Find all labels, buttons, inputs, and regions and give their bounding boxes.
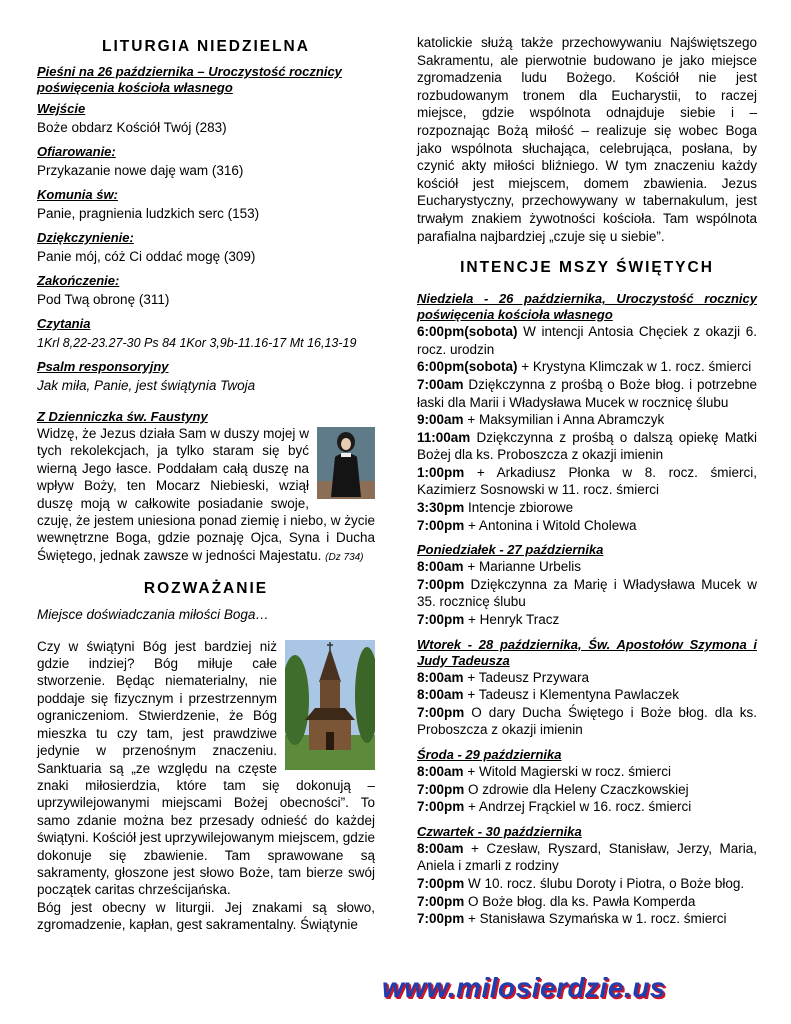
- liturgy-heading: LITURGIA NIEDZIELNA: [102, 38, 310, 55]
- reflection-body: [37, 638, 375, 934]
- right-column: [417, 34, 757, 928]
- mass-intention: [417, 429, 757, 464]
- day-title: Poniedziałek - 27 października: [417, 542, 604, 558]
- mass-time: 8:00am: [417, 687, 464, 703]
- intention-text: + Witold Magierski w rocz. śmierci: [467, 764, 671, 779]
- mass-time: 6:00pm(sobota): [417, 359, 518, 375]
- mass-intention: [417, 875, 757, 893]
- mass-time: 11:00am: [417, 429, 471, 445]
- intention-text: + Tadeusz i Klementyna Pawlaczek: [467, 687, 680, 703]
- item-value: Boże obdarz Kościół Twój (283): [37, 120, 227, 135]
- mass-time: 8:00am: [417, 559, 464, 575]
- diary-title: Z Dzienniczka św. Faustyny: [37, 409, 208, 424]
- mass-time: 1:00pm: [417, 464, 465, 480]
- day-title: Środa - 29 października: [417, 747, 562, 762]
- day-title: Niedziela - 26 października, Uroczystość rocznicy poświęcenia kościoła własnego: [417, 291, 757, 323]
- mass-time: 7:00pm: [417, 704, 465, 720]
- left-column: [37, 34, 375, 934]
- church-image: [285, 640, 375, 770]
- intention-text: Dziękczynna z prośbą o Boże błog. i potrzebne łaski dla Marii i Władysława Mucek w rocznicę ślubu: [417, 376, 757, 410]
- intentions-list: [417, 291, 757, 928]
- mass-intention: [417, 781, 757, 799]
- intention-text: O Boże błog. dla ks. Pawła Komperda: [468, 893, 696, 909]
- mass-time: 7:00pm: [417, 781, 465, 797]
- songs-title: Pieśni na 26 października – Uroczystość rocznicy poświęcenia kościoła własnego: [37, 64, 342, 95]
- item-value: Panie, pragnienia ludzkich serc (153): [37, 206, 260, 221]
- mass-intention: [417, 840, 757, 875]
- intention-text: O dary Ducha Świętego i Boże błog. dla ks. Proboszcza z okazji imienin: [417, 704, 757, 738]
- mass-time: 8:00am: [417, 764, 464, 779]
- mass-intention: [417, 893, 757, 911]
- mass-intention: [417, 669, 757, 687]
- intention-text: Intencje zbiorowe: [468, 500, 574, 516]
- item-label: Czytania: [37, 316, 91, 331]
- mass-time: 7:00pm: [417, 517, 465, 533]
- reflection-paragraph: Bóg jest obecny w liturgii. Jej znakami są słowo, zgromadzenie, kapłan, gest sakramentalny. Świątynie: [37, 899, 375, 933]
- intention-text: + Maksymilian i Anna Abramczyk: [467, 412, 665, 428]
- reflection-heading: ROZWAŻANIE: [143, 580, 269, 598]
- mass-time: 8:00am: [417, 669, 464, 685]
- reflection-paragraph: Czy w świątyni Bóg jest bardziej niż gdzie indziej? Bóg miłuje całe stworzenie. Będąc niematerialny, nie poddaje się fizycznym i przestrzennym ograniczeniom. Stwierdzenie, że Bóg mieszka tu czy tam, jest prawdziwe jedynie w przenośnym znaczeniu. Sanktuaria są „ze względu na częste znaki miłosierdzia, które tam się dokonują – uprzywilejowanymi miejscami Bożej obecności”. To samo zdanie można bez przesady odnieść do każdej świątyni. Kościół jest uprzywilejowanym miejscem, gdzie dokonuje się zbawienie. Tam sprawowane są sakramenty, głoszone jest słowo Boże, tam bierze swój początek caritas chrześcijańska.: [37, 638, 375, 898]
- item-label: Zakończenie:: [37, 273, 120, 288]
- intention-text: + Czesław, Ryszard, Stanisław, Jerzy, Maria, Aniela i zmarli z rodziny: [417, 840, 757, 874]
- website-url[interactable]: www.milosierdzie.us: [382, 972, 666, 1003]
- mass-time: 7:00pm: [417, 612, 465, 628]
- intention-text: + Henryk Tracz: [468, 612, 560, 628]
- intention-day: [417, 542, 757, 628]
- intention-text: + Krystyna Klimczak w 1. rocz. śmierci: [521, 359, 752, 375]
- item-label: Ofiarowanie:: [37, 144, 116, 159]
- item-label: Komunia św:: [37, 187, 118, 202]
- item-value: Przykazanie nowe daję wam (316): [37, 163, 244, 178]
- intention-text: Dziękczynna z prośbą o dalszą opiekę Matki Bożej dla ks. Proboszcza z okazji imienin: [417, 429, 757, 463]
- item-label: Wejście: [37, 101, 86, 116]
- mass-intention: [417, 517, 757, 535]
- intention-text: + Stanisława Szymańska w 1. rocz. śmierci: [468, 911, 727, 927]
- diary-text: Widzę, że Jezus działa Sam w duszy mojej w tych rekolekcjach, ja tylko staram się być wierną Jego łasce. Poddałam całą duszę na wpływ Boży, ten Mocarz Niebieski, wziął duszę moją w całkowite posiadanie swoje, czuję, że jestem uniesiona ponad ziemię i niebo, w życie wewnętrzne Boga, gdzie poznaję Ojca, Syna i Ducha Świętego, jednak zawsze w jedności Majestatu.: [37, 426, 375, 563]
- day-title: Wtorek - 28 października, Św. Apostołów Szymona i Judy Tadeusza: [417, 636, 757, 668]
- mass-intention: [417, 464, 757, 499]
- mass-intention: [417, 376, 757, 411]
- diary-reference: (Dz 734): [325, 551, 364, 563]
- mass-time: 6:00pm(sobota): [417, 324, 518, 340]
- item-label: Dziękczynienie:: [37, 230, 134, 245]
- mass-time: 7:00pm: [417, 799, 465, 815]
- intention-text: + Antonina i Witold Cholewa: [468, 517, 637, 533]
- intentions-heading: INTENCJE MSZY ŚWIĘTYCH: [460, 259, 714, 277]
- intention-text: O zdrowie dla Heleny Czaczkowskiej: [468, 781, 689, 797]
- mass-intention: [417, 798, 757, 816]
- mass-time: 8:00am: [417, 840, 464, 856]
- item-value: Pod Twą obronę (311): [37, 292, 170, 307]
- intention-text: W intencji Antosia Chęciek z okazji 6. rocz. urodzin: [417, 324, 757, 357]
- reflection-subtitle: Miejsce doświadczania miłości Boga…: [37, 607, 269, 623]
- mass-intention: [417, 763, 757, 781]
- liturgy-list: [37, 100, 375, 397]
- diary-block: [37, 425, 375, 566]
- mass-time: 9:00am: [417, 412, 464, 428]
- mass-intention: [417, 358, 757, 376]
- item-value: Jak miła, Panie, jest świątynia Twoja: [37, 378, 256, 393]
- reflection-continuation: katolickie służą także przechowywaniu Najświętszego Sakramentu, ale pierwotnie budowano je jako miejsce zgromadzenia ludu Bożego. Kościół nie jest rozbudowanym tronem dla Eucharystii, to raczej miejsce, gdzie wspólnota odnajduje siebie i – rozpoznając Bożą miłość – realizuje się wobec Boga jako wspólnota słuchająca, celebrująca, posłana, by czynić akty miłości bliźniego. W tym znaczeniu każdy kościół jest miejscem, domem zbawienia. Jezus Eucharystyczny, przechowywany w tabernakulum, jest trwałym znakiem żywotności kościoła. Tam wspólnota parafialna najbardziej „czuje się u siebie”.: [417, 35, 757, 244]
- item-label: Psalm responsoryjny: [37, 359, 169, 374]
- mass-time: 7:00pm: [417, 875, 465, 891]
- mass-intention: [417, 704, 757, 739]
- mass-time: 7:00am: [417, 376, 464, 392]
- item-value: 1Krl 8,22-23.27-30 Ps 84 1Kor 3,9b-11.16-17 Mt 16,13-19: [37, 336, 357, 350]
- intention-text: + Andrzej Frąckiel w 16. rocz. śmierci: [468, 799, 692, 815]
- day-title: Czwartek - 30 października: [417, 823, 582, 839]
- faustyna-image: [317, 427, 375, 499]
- mass-intention: [417, 323, 757, 358]
- mass-time: 7:00pm: [417, 576, 465, 592]
- mass-time: 3:30pm: [417, 500, 465, 516]
- mass-time: 7:00pm: [417, 893, 465, 909]
- mass-intention: [417, 686, 757, 704]
- mass-intention: [417, 576, 757, 611]
- item-value: Panie mój, cóż Ci oddać mogę (309): [37, 249, 256, 264]
- mass-time: 7:00pm: [417, 911, 465, 927]
- intention-day: [417, 637, 757, 739]
- intention-text: + Marianne Urbelis: [467, 559, 581, 575]
- intention-text: + Arkadiusz Płonka w 8. rocz. śmierci, Kazimierz Sosnowski w 11. rocz. śmierci: [417, 464, 757, 498]
- intention-text: Dziękczynna za Marię i Władysława Mucek w 35. rocznicę ślubu: [417, 576, 757, 610]
- intention-day: [417, 291, 757, 534]
- mass-intention: [417, 411, 757, 429]
- intention-text: W 10. rocz. ślubu Doroty i Piotra, o Boże błog.: [468, 875, 745, 891]
- mass-intention: [417, 910, 757, 928]
- intention-day: [417, 824, 757, 928]
- intention-day: [417, 747, 757, 816]
- mass-intention: [417, 499, 757, 517]
- intention-text: + Tadeusz Przywara: [467, 669, 589, 685]
- mass-intention: [417, 611, 757, 629]
- mass-intention: [417, 558, 757, 576]
